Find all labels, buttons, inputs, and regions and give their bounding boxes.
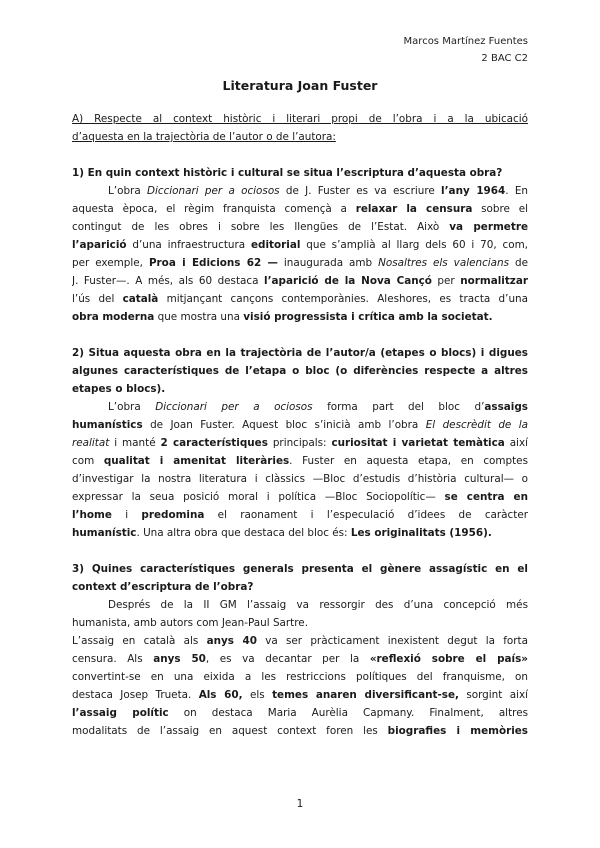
italic-text: Diccionari per a ociosos — [146, 185, 280, 197]
bold-text: l’assaig polític — [72, 707, 169, 719]
bold-text: assaigs — [484, 401, 528, 413]
text-line: L’obra Diccionari per a ociosos de J. Fuster es va escriure l’any 1964. En — [108, 185, 528, 197]
italic-text: El descrèdit de la — [425, 419, 528, 431]
bold-text: humanístics — [72, 419, 143, 431]
text-line: censura. Als anys 50, es va decantar per la «reflexió sobre el país» — [72, 653, 528, 665]
bold-text: Proa i Edicions 62 — — [148, 257, 278, 269]
bold-text: obra moderna — [72, 311, 155, 323]
bold-text: predomina — [141, 509, 205, 521]
header-author: Marcos Martínez Fuentes — [403, 36, 528, 47]
question-2: etapes o blocs). — [72, 383, 166, 395]
bold-text: biografies i memòries — [387, 725, 528, 737]
text-line: l’aparició d’una infraestructura editorial que s’amplià al llarg dels 60 i 70, com, — [72, 239, 528, 251]
text-line: com qualitat i amenitat literàries. Fuster en aquesta etapa, en comptes — [72, 455, 528, 467]
text-line: per exemple, Proa i Edicions 62 — inaugurada amb Nosaltres els valencians de — [72, 257, 528, 269]
text-line: destaca Josep Trueta. Als 60, els temes anaren diversificant-se, sorgint així — [72, 689, 528, 701]
bold-text: va permetre — [449, 221, 528, 233]
text-line: aquesta època, el règim franquista començà a relaxar la censura sobre el — [72, 203, 528, 215]
answer-1 — [72, 182, 528, 326]
question-3: context d’escriptura de l’obra? — [72, 581, 254, 593]
bold-text: qualitat i amenitat literàries — [103, 455, 290, 467]
bold-text: temes anaren diversificant-se, — [272, 689, 459, 701]
page-number: 1 — [296, 798, 304, 810]
bold-text: Als 60, — [198, 689, 243, 701]
italic-text: Nosaltres els valencians — [378, 257, 510, 269]
text-line: realitat i manté 2 característiques principals: curiositat i varietat temàtica així — [72, 437, 528, 449]
text-line: contingut de les obres i sobre les llengües de l’Estat. Això va permetre — [72, 221, 528, 233]
page-title: Literatura Joan Fuster — [222, 78, 378, 93]
text-line: Després de la II GM l’assaig va ressorgir des d’una concepció més — [108, 599, 528, 611]
bold-text: anys 50 — [153, 653, 206, 665]
bold-text: català — [122, 293, 159, 305]
bold-text: 2 característiques — [160, 437, 268, 449]
bold-text: Les originalitats (1956). — [350, 527, 492, 539]
question-1: 1) En quin context històric i cultural se situa l’escriptura d’aquesta obra? — [72, 167, 503, 179]
bold-text: visió progressista i crítica amb la societat. — [243, 311, 493, 323]
bold-text: normalitzar — [460, 275, 528, 287]
italic-text: Diccionari per a ociosos — [155, 401, 313, 413]
text-line: humanista, amb autors com Jean-Paul Sartre. — [72, 617, 308, 629]
italic-text: realitat — [72, 437, 110, 449]
bold-text: humanístic — [72, 527, 137, 539]
answer-2 — [72, 398, 528, 542]
bold-text: l’any 1964 — [441, 185, 506, 197]
section-heading: A) Respecte al context històric i literari propi de l’obra i a la ubicació — [72, 113, 528, 125]
text-line: L’assaig en català als anys 40 va ser pràcticament inexistent degut la forta — [72, 635, 528, 647]
text-line: modalitats de l’assaig en aquest context foren les biografies i memòries — [72, 725, 528, 737]
bold-text: se centra en — [444, 491, 528, 503]
question-2: algunes característiques de l’etapa o bloc (o diferències respecte a altres — [72, 365, 528, 377]
text-line: humanístic. Una altra obra que destaca del bloc és: Les originalitats (1956). — [72, 527, 492, 539]
text-line: l’assaig polític on destaca Maria Aurèlia Capmany. Finalment, altres — [72, 707, 528, 719]
header-class: 2 BAC C2 — [481, 53, 528, 64]
text-line: obra moderna que mostra una visió progressista i crítica amb la societat. — [72, 311, 493, 323]
question-3: 3) Quines característiques generals presenta el gènere assagístic en el — [72, 563, 528, 575]
bold-text: l’aparició de la Nova Cançó — [264, 275, 432, 287]
text-line: convertint-se en una eixida a les restriccions polítiques del franquisme, on — [72, 671, 528, 683]
bold-text: l’aparició — [72, 239, 127, 251]
question-2: 2) Situa aquesta obra en la trajectòria de l’autor/a (etapes o blocs) i digues — [72, 347, 528, 359]
section-heading: d’aquesta en la trajectòria de l’autor o de l’autora: — [72, 131, 336, 143]
bold-text: curiositat i varietat temàtica — [331, 437, 505, 449]
text-line: expressar la seua posició moral i política —Bloc Sociopolític— se centra en — [72, 491, 528, 503]
document-body — [72, 110, 528, 740]
bold-text: «reflexió sobre el país» — [369, 653, 528, 665]
text-line: humanístics de Joan Fuster. Aquest bloc s’inicià amb l’obra El descrèdit de la — [72, 419, 528, 431]
text-line: J. Fuster—. A més, als 60 destaca l’aparició de la Nova Cançó per normalitzar — [72, 275, 528, 287]
text-line: l’home i predomina el raonament i l’especulació d’idees de caràcter — [72, 509, 528, 521]
text-line: l’ús del català mitjançant cançons contemporànies. Aleshores, es tracta d’una — [72, 293, 528, 305]
header — [404, 33, 528, 67]
text-line: d’investigar la nostra literatura i clàssics —Bloc d’estudis d’història cultural— o — [72, 473, 528, 485]
answer-3 — [72, 596, 528, 740]
bold-text: relaxar la censura — [355, 203, 473, 215]
bold-text: editorial — [251, 239, 301, 251]
bold-text: anys 40 — [206, 635, 257, 647]
text-line: L’obra Diccionari per a ociosos forma part del bloc d’assaigs — [108, 401, 528, 413]
bold-text: l’home — [72, 509, 112, 521]
